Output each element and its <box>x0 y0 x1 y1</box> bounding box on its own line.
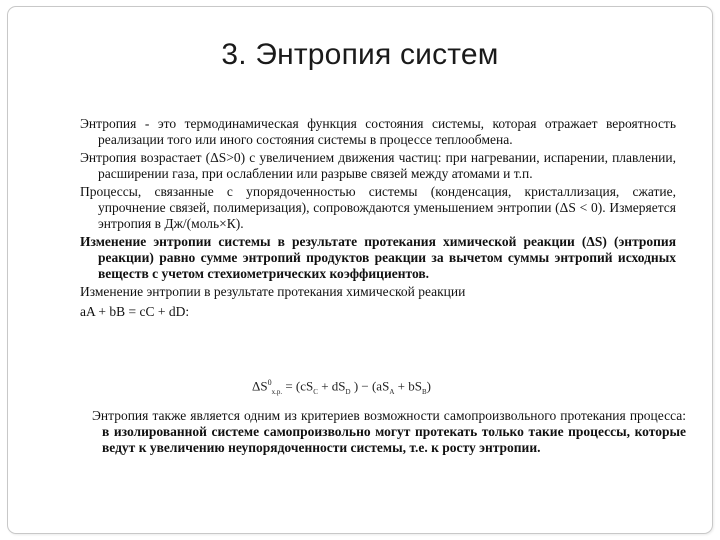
paragraph-increase: Энтропия возрастает (ΔS>0) с увеличением движения частиц: при нагревании, испарении, плавлении, расширении газа, при ослаблении или разрыве связей между атомами и т.п. <box>80 150 676 181</box>
formula-part1: = (cS <box>285 378 314 394</box>
paragraph-definition: Энтропия - это термодинамическая функция состояния системы, которая отражает вероятность реализации того или иного состояния системы в процессе теплообмена. <box>80 116 676 147</box>
bold-text: Изменение энтропии системы в результате протекания химической реакции (ΔS) (энтропия реакции) равно сумме энтропий продуктов реакции за вычетом суммы энтропий исходных веществ с учетом стехиометрических коэффициентов. <box>80 234 676 281</box>
formula-sup: 0 <box>267 378 272 387</box>
paragraph-reaction-entropy <box>80 234 676 282</box>
entropy-formula <box>252 378 492 404</box>
formula-part3-sub: A <box>389 387 395 396</box>
formula-lhs: ΔS <box>252 378 268 394</box>
formula-part2-sub: D <box>345 387 351 396</box>
formula-lhs-sub: х.р. <box>271 387 283 396</box>
paragraph-reaction-intro: Изменение энтропии в результате протекания химической реакции <box>80 284 466 299</box>
paragraph-decrease: Процессы, связанные с упорядоченностью системы (конденсация, кристаллизация, сжатие, упрочнение связей, полимеризация), сопровождаются уменьшением энтропии (ΔS < 0). Измеряется энтропия в Дж/(моль×К). <box>80 184 676 231</box>
formula-close: ) <box>426 378 431 394</box>
formula-part3: ) − (aS <box>353 378 390 394</box>
formula-part4: + bS <box>397 378 422 394</box>
formula-part1-sub: C <box>313 387 318 396</box>
formula-part2: + dS <box>321 378 346 394</box>
reaction-equation: aA + bB = cC + dD: <box>80 304 190 319</box>
formula-part4-sub: B <box>421 387 427 396</box>
criterion-bold: в изолированной системе самопроизвольно могут протекать только такие процессы, которые ведут к увеличению неупорядоченности системы, т.е. к росту энтропии. <box>102 424 686 455</box>
paragraph-criterion <box>92 408 686 456</box>
slide-title: 3. Энтропия систем <box>221 38 499 71</box>
slide-body <box>80 116 676 320</box>
criterion-start: Энтропия также является одним из критериев возможности самопроизвольного протекания процесса: <box>92 408 686 423</box>
